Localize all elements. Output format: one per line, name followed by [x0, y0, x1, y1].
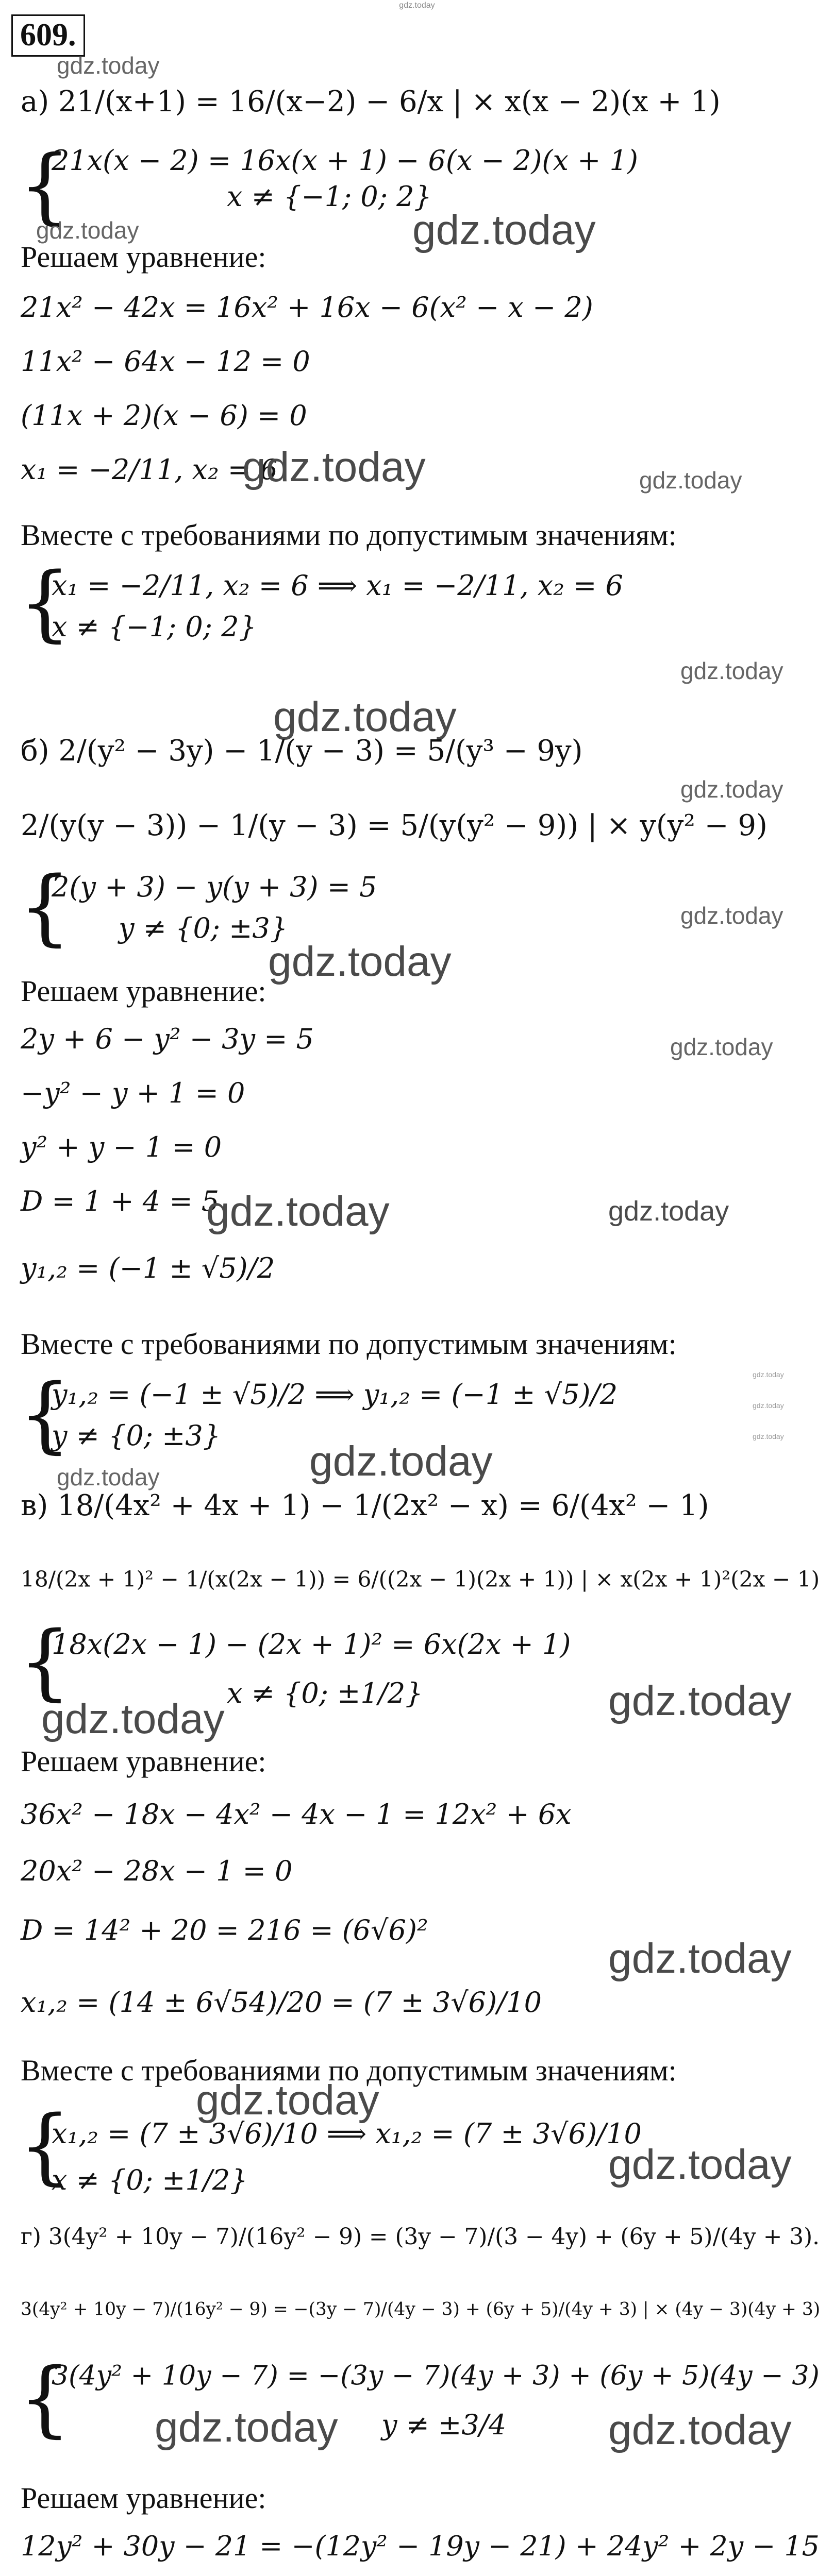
part-b-check-heading: Вместе с требованиями по допустимым значениям: [21, 1327, 677, 1361]
part-v-step-1: 36x² − 18x − 4x² − 4x − 1 = 12x² + 6x [21, 1798, 572, 1831]
part-a-step-2: 11x² − 64x − 12 = 0 [21, 345, 310, 378]
system-brace: { [19, 1366, 71, 1462]
watermark: gdz.today [57, 1464, 160, 1490]
part-a-system-line-1: 21x(x − 2) = 16x(x + 1) − 6(x − 2)(x + 1) [52, 144, 638, 177]
part-v-solve-heading: Решаем уравнение: [21, 1744, 266, 1778]
part-v-check-line-1: x₁,₂ = (7 ± 3√6)/10 ⟹ x₁,₂ = (7 ± 3√6)/10 [52, 2117, 642, 2150]
part-b-equation: б) 2/(y² − 3y) − 1/(y − 3) = 5/(y³ − 9y) [21, 734, 583, 768]
watermark: gdz.today [206, 1188, 390, 1235]
part-a-check-line-1: x₁ = −2/11, x₂ = 6 ⟹ x₁ = −2/11, x₂ = 6 [52, 569, 623, 602]
part-a-step-3: (11x + 2)(x − 6) = 0 [21, 399, 307, 432]
part-b-step-1: 2y + 6 − y² − 3y = 5 [21, 1023, 314, 1055]
system-brace: { [19, 137, 71, 233]
watermark: gdz.today [680, 657, 783, 684]
system-brace: { [19, 858, 71, 955]
watermark: gdz.today [36, 217, 139, 244]
part-b-system-line-2: y ≠ {0; ±3} [119, 912, 288, 944]
watermark: gdz.today [753, 1401, 784, 1410]
part-b-discriminant: D = 1 + 4 = 5 [21, 1185, 220, 1217]
watermark: gdz.today [273, 693, 457, 740]
problem-number: 609. [11, 14, 85, 57]
part-a-system-line-2: x ≠ {−1; 0; 2} [227, 180, 432, 213]
watermark: gdz.today [608, 1677, 792, 1724]
part-v-equation: в) 18/(4x² + 4x + 1) − 1/(2x² − x) = 6/(4x² − 1) [21, 1489, 709, 1522]
part-g-solve-heading: Решаем уравнение: [21, 2481, 266, 2515]
system-brace: { [19, 554, 71, 651]
watermark: gdz.today [196, 2077, 379, 2124]
watermark: gdz.today [41, 1696, 225, 1742]
system-brace: { [19, 2097, 71, 2194]
watermark: gdz.today [412, 207, 596, 253]
part-v-check-line-2: x ≠ {0; ±1/2} [52, 2164, 248, 2196]
watermark: gdz.today [639, 467, 742, 494]
watermark: gdz.today [608, 2406, 792, 2453]
watermark: gdz.today [753, 1370, 784, 1379]
part-v-roots: x₁,₂ = (14 ± 6√54)/20 = (7 ± 3√6)/10 [21, 1986, 542, 2019]
part-g-equation-factored: 3(4y² + 10y − 7)/(16y² − 9) = −(3y − 7)/(4y − 3) + (6y + 5)/(4y + 3) | × (4y − 3)(4y + 3) [21, 2298, 821, 2319]
part-b-check-line-2: y ≠ {0; ±3} [52, 1419, 221, 1452]
part-g-equation: г) 3(4y² + 10y − 7)/(16y² − 9) = (3y − 7)/(3 − 4y) + (6y + 5)/(4y + 3). [21, 2224, 820, 2250]
part-a-roots: x₁ = −2/11, x₂ = 6 [21, 453, 278, 486]
watermark: gdz.today [608, 1935, 792, 1982]
part-a-equation: а) 21/(x+1) = 16/(x−2) − 6/x | × x(x − 2)(x + 1) [21, 85, 721, 118]
watermark: gdz.today [242, 444, 426, 490]
part-v-equation-factored: 18/(2x + 1)² − 1/(x(2x − 1)) = 6/((2x − 1)(2x + 1)) | × x(2x + 1)²(2x − 1) [21, 1567, 820, 1592]
part-b-solve-heading: Решаем уравнение: [21, 974, 266, 1008]
part-b-step-2: −y² − y + 1 = 0 [21, 1077, 245, 1109]
system-brace: { [19, 2350, 71, 2446]
part-a-check-heading: Вместе с требованиями по допустимым значениям: [21, 518, 677, 552]
part-b-step-3: y² + y − 1 = 0 [21, 1131, 222, 1163]
watermark: gdz.today [680, 902, 783, 929]
part-v-system-line-2: x ≠ {0; ±1/2} [227, 1677, 423, 1709]
part-g-system-line-1: 3(4y² + 10y − 7) = −(3y − 7)(4y + 3) + (6y + 5)(4y − 3) [52, 2360, 820, 2391]
part-v-discriminant: D = 14² + 20 = 216 = (6√6)² [21, 1914, 428, 1946]
watermark: gdz.today [670, 1033, 773, 1060]
watermark: gdz.today [753, 1432, 784, 1440]
watermark: gdz.today [155, 2404, 338, 2451]
system-brace: { [19, 1613, 71, 1709]
part-b-system-line-1: 2(y + 3) − y(y + 3) = 5 [52, 871, 377, 903]
part-v-check-heading: Вместе с требованиями по допустимым значениям: [21, 2054, 677, 2087]
watermark: gdz.today [608, 2141, 792, 2188]
part-b-equation-factored: 2/(y(y − 3)) − 1/(y − 3) = 5/(y(y² − 9)) | × y(y² − 9) [21, 809, 768, 842]
part-v-step-2: 20x² − 28x − 1 = 0 [21, 1855, 293, 1887]
part-b-check-line-1: y₁,₂ = (−1 ± √5)/2 ⟹ y₁,₂ = (−1 ± √5)/2 [52, 1378, 618, 1411]
watermark: gdz.today [268, 938, 452, 985]
part-g-step-1: 12y² + 30y − 21 = −(12y² − 19y − 21) + 24y² + 2y − 15 [21, 2530, 820, 2562]
watermark: gdz.today [309, 1438, 493, 1485]
part-b-roots: y₁,₂ = (−1 ± √5)/2 [21, 1252, 275, 1284]
site-watermark: gdz.today [399, 1, 435, 10]
part-g-system-line-2: y ≠ ±3/4 [381, 2409, 507, 2441]
watermark: gdz.today [680, 776, 783, 803]
part-v-system-line-1: 18x(2x − 1) − (2x + 1)² = 6x(2x + 1) [52, 1628, 571, 1660]
part-a-solve-heading: Решаем уравнение: [21, 240, 266, 274]
part-a-step-1: 21x² − 42x = 16x² + 16x − 6(x² − x − 2) [21, 291, 593, 324]
part-a-check-line-2: x ≠ {−1; 0; 2} [52, 611, 257, 643]
watermark: gdz.today [608, 1196, 729, 1227]
watermark: gdz.today [57, 52, 160, 79]
